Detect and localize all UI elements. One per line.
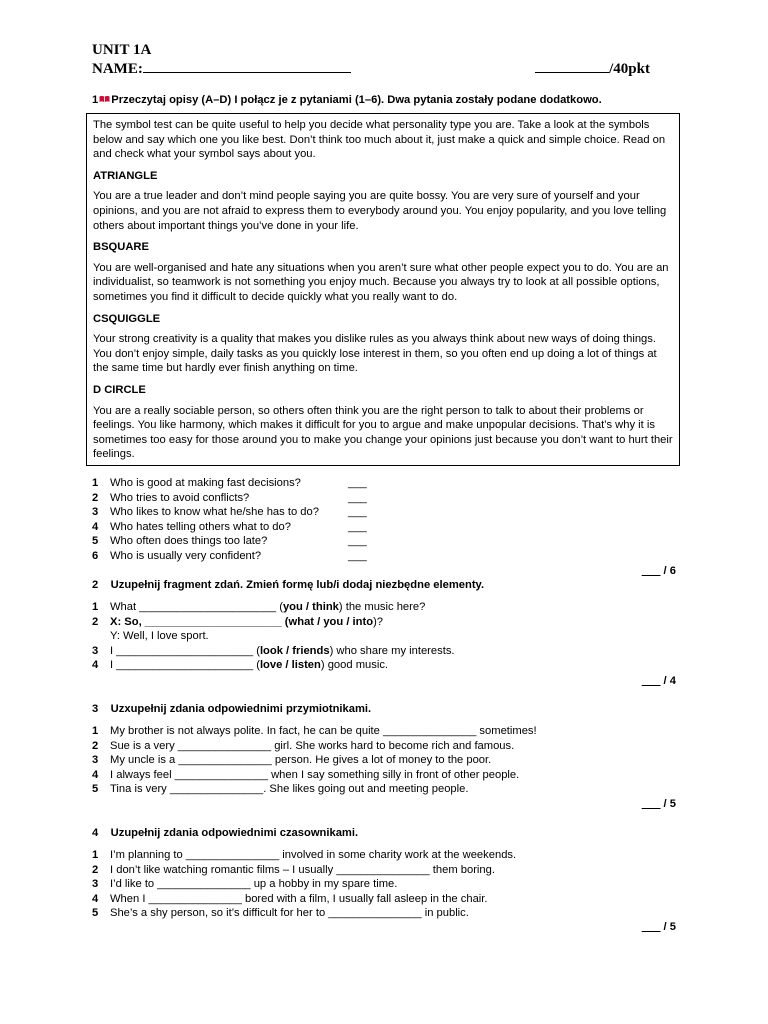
book-icon [99,94,110,108]
reading-intro: The symbol test can be quite useful to help you decide what personality type you are. Take a look at the symbols below and say which one you like best. Don’t think too much about it, just make a quick and simple choice. Read on and check what your symbol says about you. [93,119,666,161]
section-a-heading: ATRIANGLE [93,169,158,182]
exercise-3-score: ___ / 5 [641,798,676,810]
reading-text-box [86,113,680,466]
section-b-text: You are well-organised and hate any situations when you aren’t sure what other people expect you to do. You are an individualist, so teamwork is not something you enjoy much. Because you always try to look at all possible options, sometimes you find it difficult to decide quickly what you really want to do. [93,261,669,303]
score-blank[interactable]: ___ [641,565,661,577]
score-blank[interactable]: ___ [641,675,661,687]
exercise-1-number: 1 [92,94,99,106]
exercise-4-title [92,826,358,840]
answer-blank[interactable]: ___ [348,506,367,519]
name-field[interactable] [143,59,351,73]
answer-blank[interactable]: ___ [348,520,367,533]
total-score [535,59,650,78]
section-d-heading: D CIRCLE [93,383,146,396]
exercise-4-score: ___ / 5 [641,921,676,933]
worksheet-page: UNIT 1A NAME: /40pkt 1 Przeczytaj opisy (A–D) I połącz je z pytaniami (1–6). Dwa pytania zostały podane dodatkowo. The symbol test can be quite useful to help you decide what personality type you are. Take a look at the symbols below and say which one you like best. Don’t think too much about it, just make a quick and simple choice. Read on and check what your symbol says about you. ATRIANGLE You are a true leader and don’t mind people saying you are quite bossy. You are very sure of yourself and your opinions, and you are not afraid to express them to everybody around you. You enjoy popularity, and you love telling others about important things you’ve done in your life. BSQUARE You are well-organised and hate any situations when you aren’t sure what other people expect you to do. You are an individualist, so teamwork is not something you enjoy much. Because you always try to look at all possible options, sometimes you find it difficult to decide quickly what you really want to do. CSQUIGGLE Your strong creativity is a quality that makes you dislike rules as you always think about new ways of doing things. You don’t enjoy simple, daily tasks as you quickly lose interest in them, so you often end up doing a lot of things at the same time but hardly ever finish anything on time. D CIRCLE You are a really sociable person, so others often think you are the right person to talk to about their problems or feelings. You like harmony, which makes it difficult for you to argue and make unpopular decisions. That’s why it is sometimes too easy for those around you to make you change your opinions just because you don’t want to hurt their feelings. 1 Who is good at making fast decisions? ___ 2 Who tries to avoid conflicts? ___ 3 Who likes to know what he/she has to do? ___ 4 Who hates telling others what to do? ___ 5 Who often does things too late? ___ 6 Who is usually very confident? ___ ___ / 6 2 Uzupełnij fragment zdań. Zmień formę lub/i dodaj niezbędne elementy. 1 What ______________________ (you / think) the music here? 2 X: So, ______________________ (what / you / into)? Y: Well, I love sport. 3 I ______________________ (look / friends) who share my interests. 4 I ______________________ (love / listen) good music. ___ / 4 3 Uzxupełnij zdania odpowiednimi przymiotnikami. 1 My brother is not always polite. In fact, he can be quite _______________ sometimes! 2 Sue is a very _______________ girl. She works hard to become rich and famous. 3 My uncle is a _______________ person. He gives a lot of money to the poor. 4 I always feel _______________ when I say something silly in front of other people. 5 Tina is very _______________. She likes going out and meeting people. ___ / 5 4 Uzupełnij zdania odpowiednimi czasownikami. 1 I’m planning to _______________ involved in some charity work at the weekends. 2 I don’t like watching romantic films – I usually _______________ them boring. 3 I’d like to _______________ up a hobby in my spare time. 4 When I _______________ bored with a film, I usually fall asleep in the chair. 5 She’s a shy person, so it’s difficult for her to _______________ in public. ___ / 5 [0,0,768,1024]
answer-blank[interactable]: ___ [348,477,367,489]
section-b-heading: BSQUARE [93,241,149,254]
answer-blank[interactable]: ___ [348,491,367,504]
exercise-1-score: ___ / 6 [641,565,676,577]
exercise-4-number: 4 [92,827,99,839]
answer-blank[interactable]: ___ [348,535,367,548]
score-blank[interactable]: ___ [641,921,661,933]
exercise-4-instruction: Uzupełnij zdania odpowiednimi czasownikami. [110,827,359,839]
section-c-heading: CSQUIGGLE [93,312,161,325]
unit-title: UNIT 1A [92,42,152,58]
exercise-3-number: 3 [92,703,99,715]
exercise-1-instruction: Przeczytaj opisy (A–D) I połącz je z pytaniami (1–6). Dwa pytania zostały podane dodatkowo. [111,94,602,106]
score-blank[interactable]: ___ [641,798,661,810]
exercise-2-score: ___ / 4 [641,675,676,687]
exercise-2-instruction: Uzupełnij fragment zdań. Zmień formę lub/i dodaj niezbędne elementy. [110,579,485,591]
exercise-2-title [92,578,484,592]
exercise-3-instruction: Uzxupełnij zdania odpowiednimi przymiotnikami. [110,703,372,715]
total-score-field[interactable] [535,59,609,73]
exercise-3-title [92,702,371,716]
total-score-label: /40pkt [609,61,650,77]
name-label: NAME: [92,61,143,77]
answer-blank[interactable]: ___ [348,549,367,562]
exercise-2-number: 2 [92,579,99,591]
section-a-text: You are a true leader and don’t mind people saying you are quite bossy. You are very sure of yourself and your opinions, and you are not afraid to express them to everybody around you. You enjoy popularity, and you love telling others about important things you’ve done in your life. [93,190,667,232]
section-c-text: Your strong creativity is a quality that makes you dislike rules as you always think about new ways of doing things. You don’t enjoy simple, daily tasks as you quickly lose interest in them, so you often end up doing a lot of things at the same time but hardly ever finish anything on time. [93,333,657,375]
section-d-text: You are a really sociable person, so others often think you are the right person to talk to about their problems or feelings. You like harmony, which makes it difficult for you to argue and make unpopular decisions. That’s why it is sometimes too easy for those around you to make you change your opinions just because you don’t want to hurt their feelings. [93,404,673,461]
exercise-1-title [92,93,602,108]
